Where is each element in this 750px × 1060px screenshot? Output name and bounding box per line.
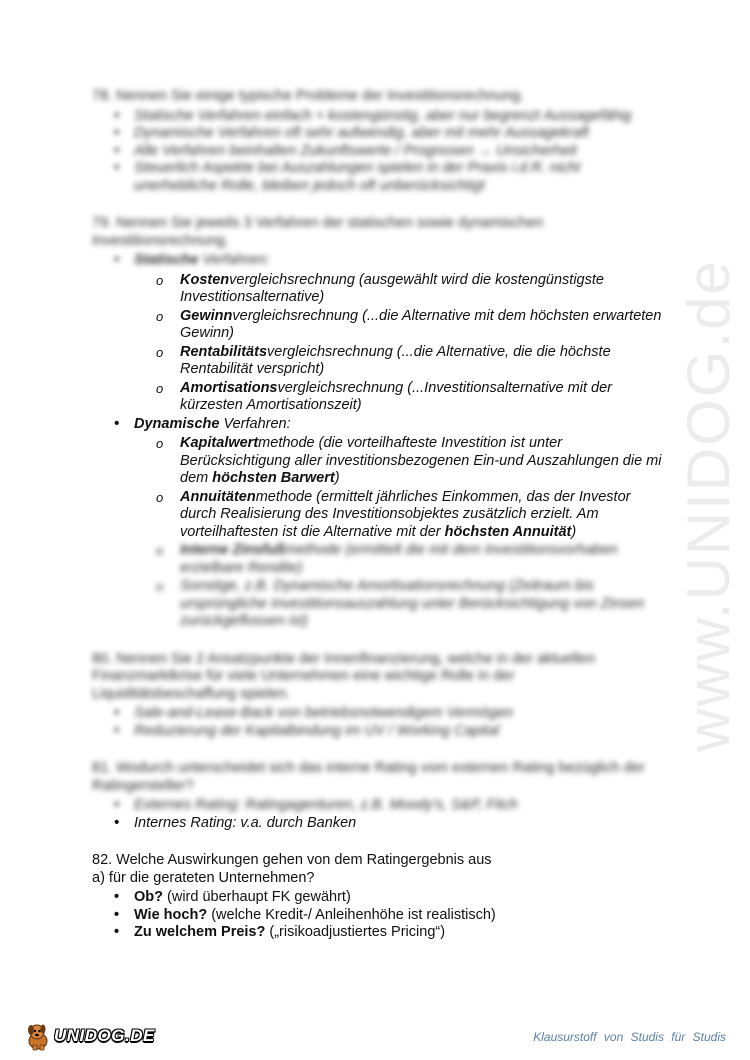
list-item: • Alle Verfahren beinhalten Zukunftswerte / Prognosen → Unsicherheit (92, 143, 662, 161)
dog-icon (24, 1021, 52, 1051)
list-item: • Internes Rating: v.a. durch Banken (92, 815, 662, 833)
question-82 (92, 852, 662, 942)
unidog-logo[interactable] (24, 1018, 159, 1054)
watermark: www.UNIDOG.de (674, 258, 742, 752)
list-item-static: • Statische Verfahren: (92, 252, 662, 272)
question-78-text: 78. Nennen Sie einige typische Probleme der Investitionsrechnung. (92, 88, 525, 104)
list-item: • Dynamische Verfahren oft sehr aufwendig, aber mit mehr Aussagekraft (92, 125, 662, 143)
sub-list-item: o Gewinnvergleichsrechnung (...die Alternative mit dem höchsten erwarteten Gewinn) (92, 308, 662, 343)
list-item: • Ob? (wird überhaupt FK gewährt) (92, 889, 662, 907)
question-79 (92, 215, 662, 631)
question-78 (92, 88, 662, 195)
footer-tagline: Klausurstoff von Studis für Studis (533, 1030, 726, 1044)
sub-list-item: o Sonstige, z.B. Dynamische Amortisationsrechnung (Zeitraum bis ursprüngliche Investitionsauszahlung unter Berücksichtigung von Zinsen zurückgeflossen ist) (92, 578, 662, 631)
sub-list-item: o Kapitalwertmethode (die vorteilhafteste Investition ist unter Berücksichtigung aller investitionsbezogenen Ein-und Auszahlungen die mi dem höchsten Barwert) (92, 435, 662, 488)
sub-list-item: o Annuitätenmethode (ermittelt jährliches Einkommen, das der Investor durch Realisierung des Investitionsobjektes zusätzlich erzielt. Am vorteilhaftesten ist die Alternative mit der höchsten Annuität) (92, 489, 662, 542)
sub-list-item: o Amortisationsvergleichsrechnung (...Investitionsalternative mit der kürzesten Amortisationszeit) (92, 380, 662, 415)
logo-text: UNIDOG.DE (54, 1026, 155, 1045)
list-item: • Steuerlich Aspekte bei Auszahlungen spielen in der Praxis i.d.R. nicht unerhebliche Rolle, bleiben jedoch oft unberücksichtigt (92, 160, 662, 195)
question-79-text: 79. Nennen Sie jeweils 3 Verfahren der statischen sowie dynamischen Investitionsrechnung. (92, 215, 544, 249)
sub-list-item: o Interne Zinsfußmethode (ermittelt die mit dem Investitionsvorhaben erzielbare Rendite) (92, 542, 662, 577)
list-item: • Statische Verfahren einfach + kostengünstig, aber nur begrenzt Aussagefähig (92, 108, 662, 126)
question-81-text: 81. Wodurch unterscheidet sich das interne Rating vom externen Rating bezüglich der Ratingersteller? (92, 760, 645, 794)
question-81-list (92, 797, 662, 832)
question-80-text: 80. Nennen Sie 2 Ansatzpunkte der Innenfinanzierung, welche in der aktuellen Finanzmarktkrise für viele Unternehmen eine wichtige Rolle in der Liquiditätsbeschaffung spielen. (92, 650, 596, 702)
sub-list-item: o Kostenvergleichsrechnung (ausgewählt wird die kostengünstigste Investitionsalternative) (92, 272, 662, 307)
list-item: • Wie hoch? (welche Kredit-/ Anleihenhöhe ist realistisch) (92, 907, 662, 925)
question-78-list (92, 108, 662, 196)
list-item: • Sale-and-Lease-Back von betriebsnotwendigem Vermögen (92, 705, 662, 723)
list-item-dynamic: • Dynamische Verfahren: (92, 416, 662, 436)
list-item: • Reduzierung der Kapitalbindung im UV / Working Capital (92, 723, 662, 741)
question-82-subtext: a) für die gerateten Unternehmen? (92, 869, 315, 886)
list-item: • Zu welchem Preis? („risikoadjustiertes Pricing“) (92, 924, 662, 942)
question-80 (92, 651, 662, 741)
question-80-list (92, 705, 662, 740)
static-label: Statische (134, 252, 199, 268)
question-79-list (92, 252, 662, 631)
list-item: • Externes Rating: Ratingagenturen, z.B. Moody's, S&P, Fitch (92, 797, 662, 815)
question-82-list (92, 889, 662, 942)
dynamic-label: Dynamische (134, 415, 220, 432)
question-82-text: 82. Welche Auswirkungen gehen von dem Ratingergebnis aus (92, 852, 492, 868)
document-body (92, 88, 662, 962)
sub-list-item: o Rentabilitätsvergleichsrechnung (...die Alternative, die die höchste Rentabilität verspricht) (92, 344, 662, 379)
question-81 (92, 760, 662, 832)
